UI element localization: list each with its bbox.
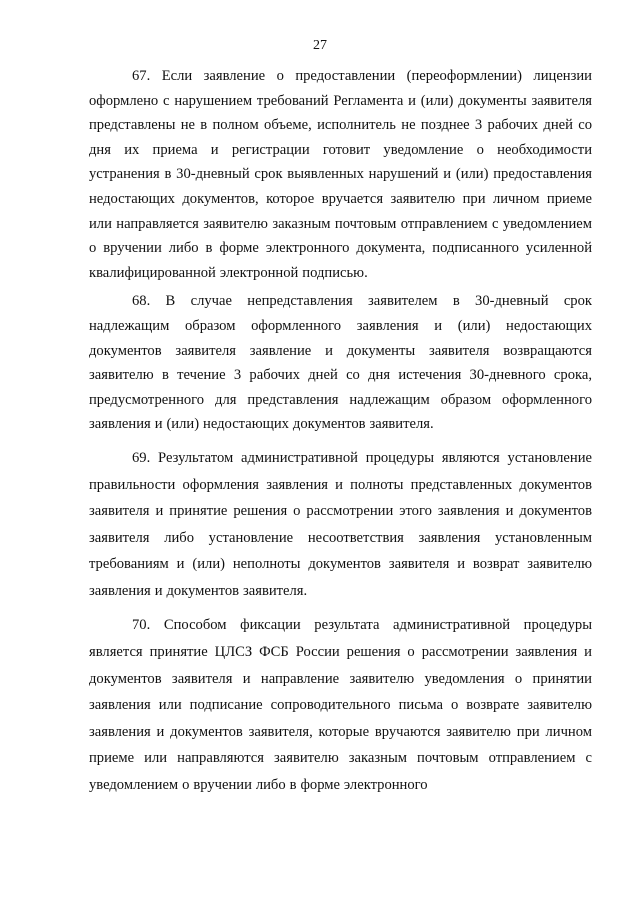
paragraph-70: 70. Способом фиксации результата административной процедуры является принятие ЦЛСЗ ФСБ России решения о рассмотрении заявления и документов заявителя и направление заявителю уведомления о принятии заявления или подписание сопроводительного письма о возврате заявителю заявления и документов заявителя, которые вручаются заявителю при личном приеме или направляются заявителю заказным почтовым отправлением с уведомлением о вручении либо в форме электронного (89, 617, 592, 794)
document-body (89, 64, 592, 799)
paragraph-68: 68. В случае непредставления заявителем в 30-дневный срок надлежащим образом оформленного заявления и (или) недостающих документов заявителя заявление и документы заявителя возвращаются заявителю в течение 3 рабочих дней со дня истечения 30-дневного срока, предусмотренного для представления надлежащим образом оформленного заявления и (или) недостающих документов заявителя. (89, 293, 592, 433)
paragraph-69: 69. Результатом административной процедуры являются установление правильности оформления заявления и полноты представленных документов заявителя и принятие решения о рассмотрении этого заявления и документов заявителя либо установление несоответствия заявления установленным требованиям и (или) неполноты документов заявителя и возврат заявителю заявления и документов заявителя. (89, 449, 592, 599)
paragraph-67: 67. Если заявление о предоставлении (переоформлении) лицензии оформлено с нарушением требований Регламента и (или) документы заявителя представлены не в полном объеме, исполнитель не позднее 3 рабочих дней со дня их приема и регистрации готовит уведомление о необходимости устранения в 30-дневный срок выявленных нарушений и (или) предоставления недостающих документов, которое вручается заявителю при личном приеме или направляется заявителю заказным почтовым отправлением с уведомлением о вручении либо в форме электронного документа, подписанного усиленной квалифицированной электронной подписью. (89, 68, 592, 281)
page-number: 27 (313, 38, 327, 53)
